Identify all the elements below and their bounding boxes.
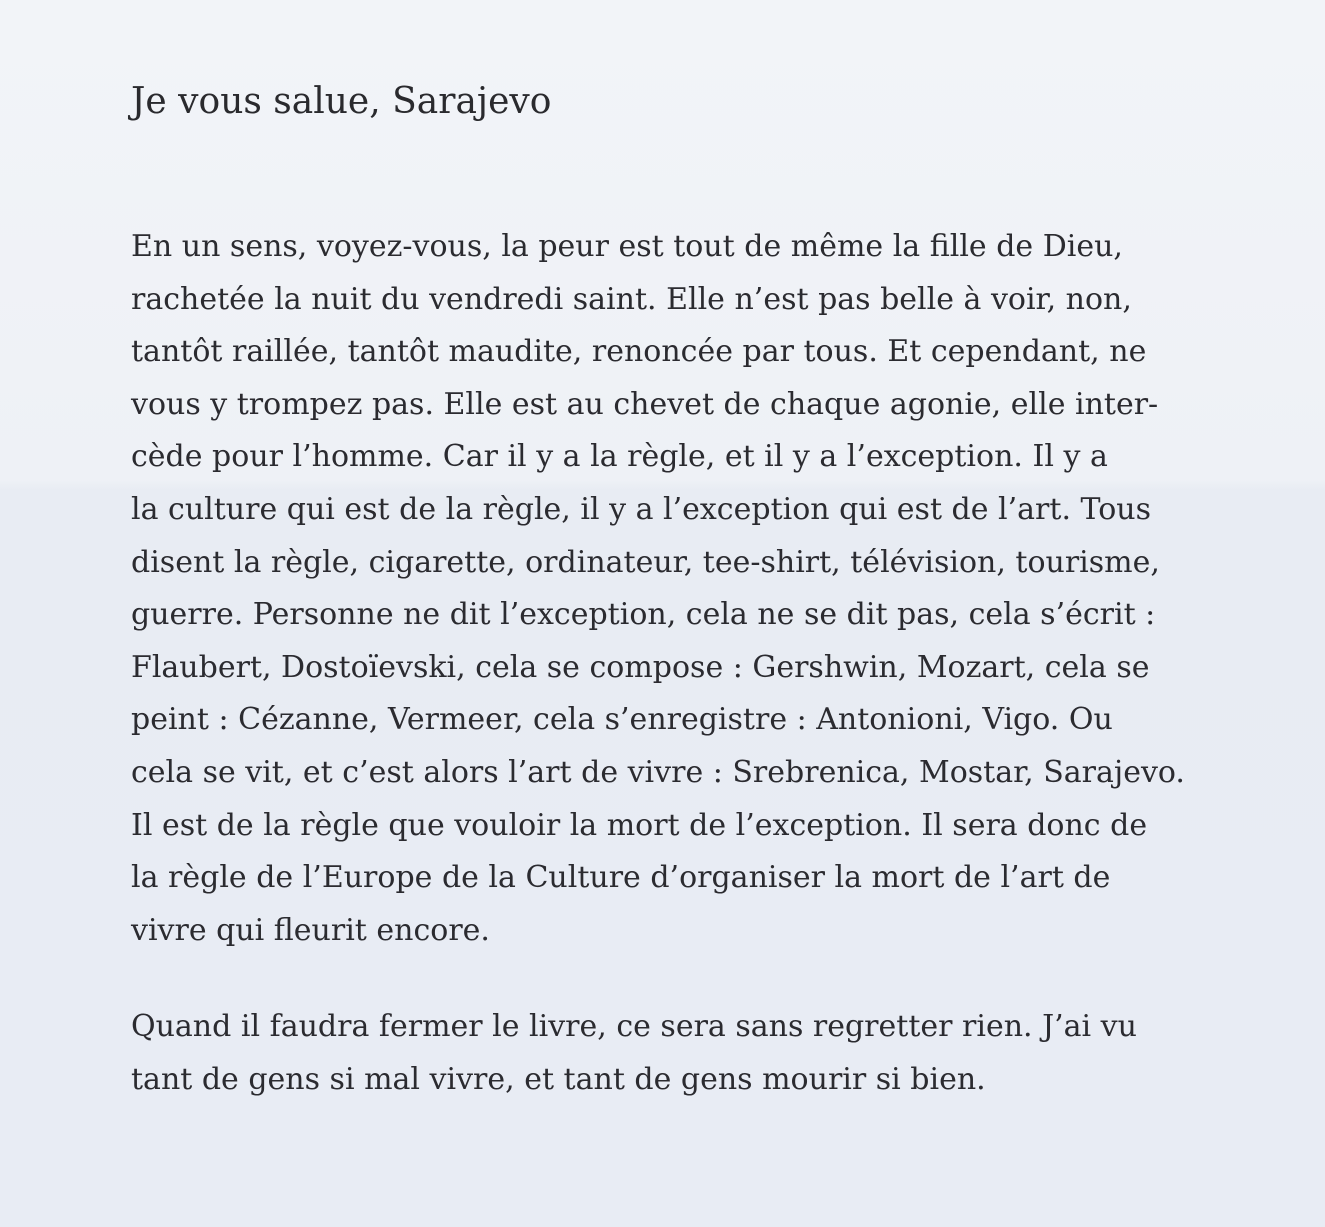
text-line: Quand il faudra fermer le livre, ce sera sans regretter rien. J’ai vu: [131, 1009, 1137, 1044]
text-line: Il est de la règle que vouloir la mort de l’exception. Il sera donc de: [131, 807, 1148, 843]
text-line: la règle de l’Europe de la Culture d’organiser la mort de l’art de: [131, 860, 1111, 896]
text-line: cède pour l’homme. Car il y a la règle, et il y a l’exception. Il y a: [131, 439, 1108, 475]
text-line: cela se vit, et c’est alors l’art de vivre : Srebrenica, Mostar, Sarajevo.: [131, 754, 1185, 790]
text-line: vous y trompez pas. Elle est au chevet de chaque agonie, elle inter-: [131, 386, 1159, 422]
text-line: disent la règle, cigarette, ordinateur, tee-shirt, télévision, tourisme,: [131, 544, 1160, 580]
text-line: guerre. Personne ne dit l’exception, cela ne se dit pas, cela s’écrit :: [131, 597, 1156, 633]
paragraph: [131, 221, 1185, 957]
text-line: En un sens, voyez-vous, la peur est tout de même la fille de Dieu,: [131, 229, 1123, 264]
text-line: la culture qui est de la règle, il y a l’exception qui est de l’art. Tous: [131, 491, 1151, 527]
text-line: peint : Cézanne, Vermeer, cela s’enregistre : Antonioni, Vigo. Ou: [131, 702, 1113, 738]
text-line: tant de gens si mal vivre, et tant de gens mourir si bien.: [131, 1061, 986, 1097]
page-title: Je vous salue, Sarajevo: [131, 81, 552, 122]
text-line: vivre qui fleurit encore.: [131, 912, 490, 948]
text-line: Flaubert, Dostoïevski, cela se compose : Gershwin, Mozart, cela se: [131, 649, 1150, 685]
text-line: rachetée la nuit du vendredi saint. Elle n’est pas belle à voir, non,: [131, 281, 1132, 317]
text-line: tantôt raillée, tantôt maudite, renoncée par tous. Et cependant, ne: [131, 334, 1147, 370]
paragraph: [131, 1001, 1137, 1106]
